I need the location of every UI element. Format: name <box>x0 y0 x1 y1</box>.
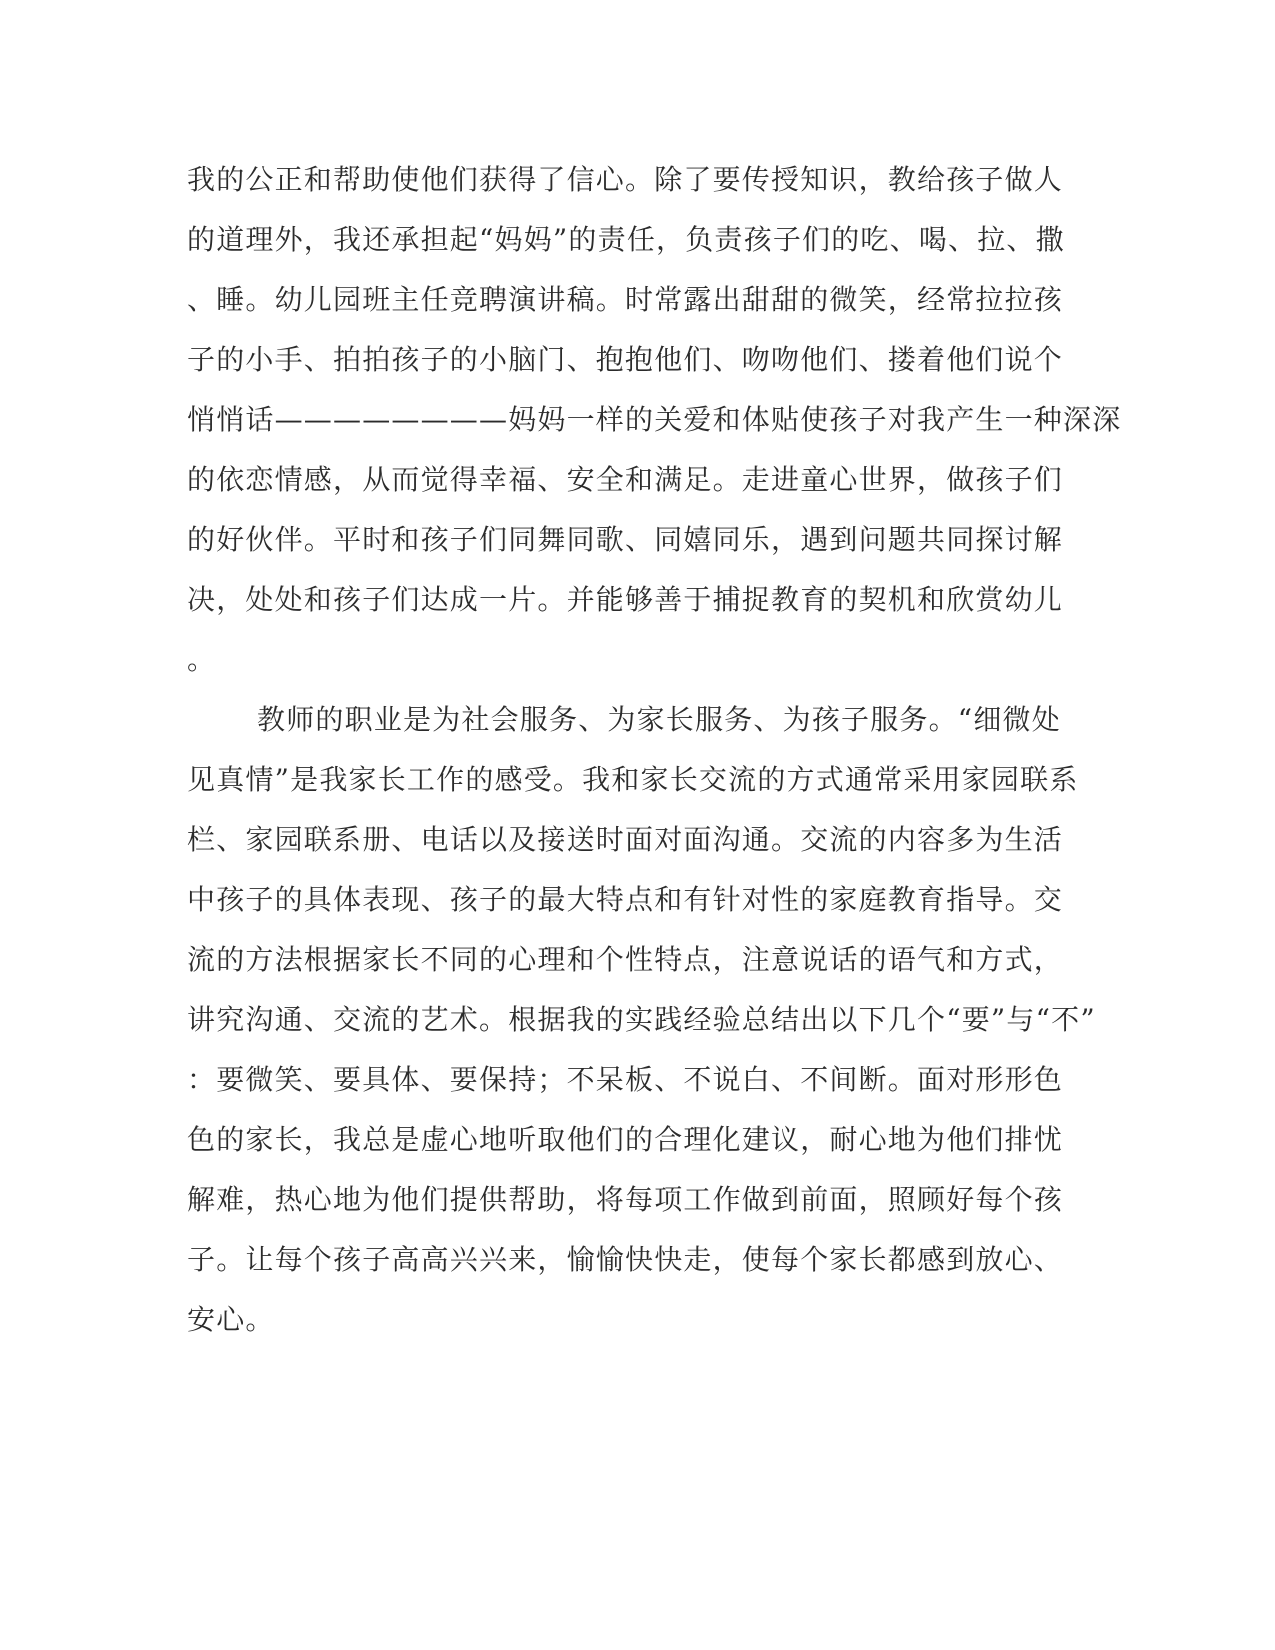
text-line: 栏、家园联系册、电话以及接送时面对面沟通。交流的内容多为生活 <box>187 823 1064 856</box>
text-line: 决，处处和孩子们达成一片。并能够善于捕捉教育的契机和欣赏幼儿 <box>187 583 1064 616</box>
text-line: 、睡。幼儿园班主任竞聘演讲稿。时常露出甜甜的微笑，经常拉拉孩 <box>187 283 1064 316</box>
text-line: 的好伙伴。平时和孩子们同舞同歌、同嬉同乐，遇到问题共同探讨解 <box>187 523 1064 556</box>
text-line: 悄悄话————————妈妈一样的关爱和体贴使孩子对我产生一种深深 <box>187 403 1122 436</box>
text-line: 子。让每个孩子高高兴兴来，愉愉快快走，使每个家长都感到放心、 <box>187 1243 1064 1276</box>
text-line: 色的家长，我总是虚心地听取他们的合理化建议，耐心地为他们排忧 <box>187 1123 1064 1156</box>
text-line: ：要微笑、要具体、要保持；不呆板、不说白、不间断。面对形形色 <box>187 1063 1064 1096</box>
text-line: 子的小手、拍拍孩子的小脑门、抱抱他们、吻吻他们、搂着他们说个 <box>187 343 1064 376</box>
text-line: 解难，热心地为他们提供帮助，将每项工作做到前面，照顾好每个孩 <box>187 1183 1064 1216</box>
text-line: 的依恋情感，从而觉得幸福、安全和满足。走进童心世界，做孩子们 <box>187 463 1064 496</box>
text-line: 我的公正和帮助使他们获得了信心。除了要传授知识，教给孩子做人 <box>187 163 1064 196</box>
text-line: 讲究沟通、交流的艺术。根据我的实践经验总结出以下几个“要”与“不” <box>187 1003 1096 1036</box>
text-line: 中孩子的具体表现、孩子的最大特点和有针对性的家庭教育指导。交 <box>187 883 1064 916</box>
text-line: 见真情”是我家长工作的感受。我和家长交流的方式通常采用家园联系 <box>187 763 1079 796</box>
text-line: 教师的职业是为社会服务、为家长服务、为孩子服务。“细微处 <box>257 703 1061 736</box>
text-line: 流的方法根据家长不同的心理和个性特点，注意说话的语气和方式， <box>187 943 1064 976</box>
text-line: 安心。 <box>187 1303 275 1336</box>
text-line: 。 <box>187 643 217 676</box>
text-line: 的道理外，我还承担起“妈妈”的责任，负责孩子们的吃、喝、拉、撒 <box>187 223 1065 256</box>
